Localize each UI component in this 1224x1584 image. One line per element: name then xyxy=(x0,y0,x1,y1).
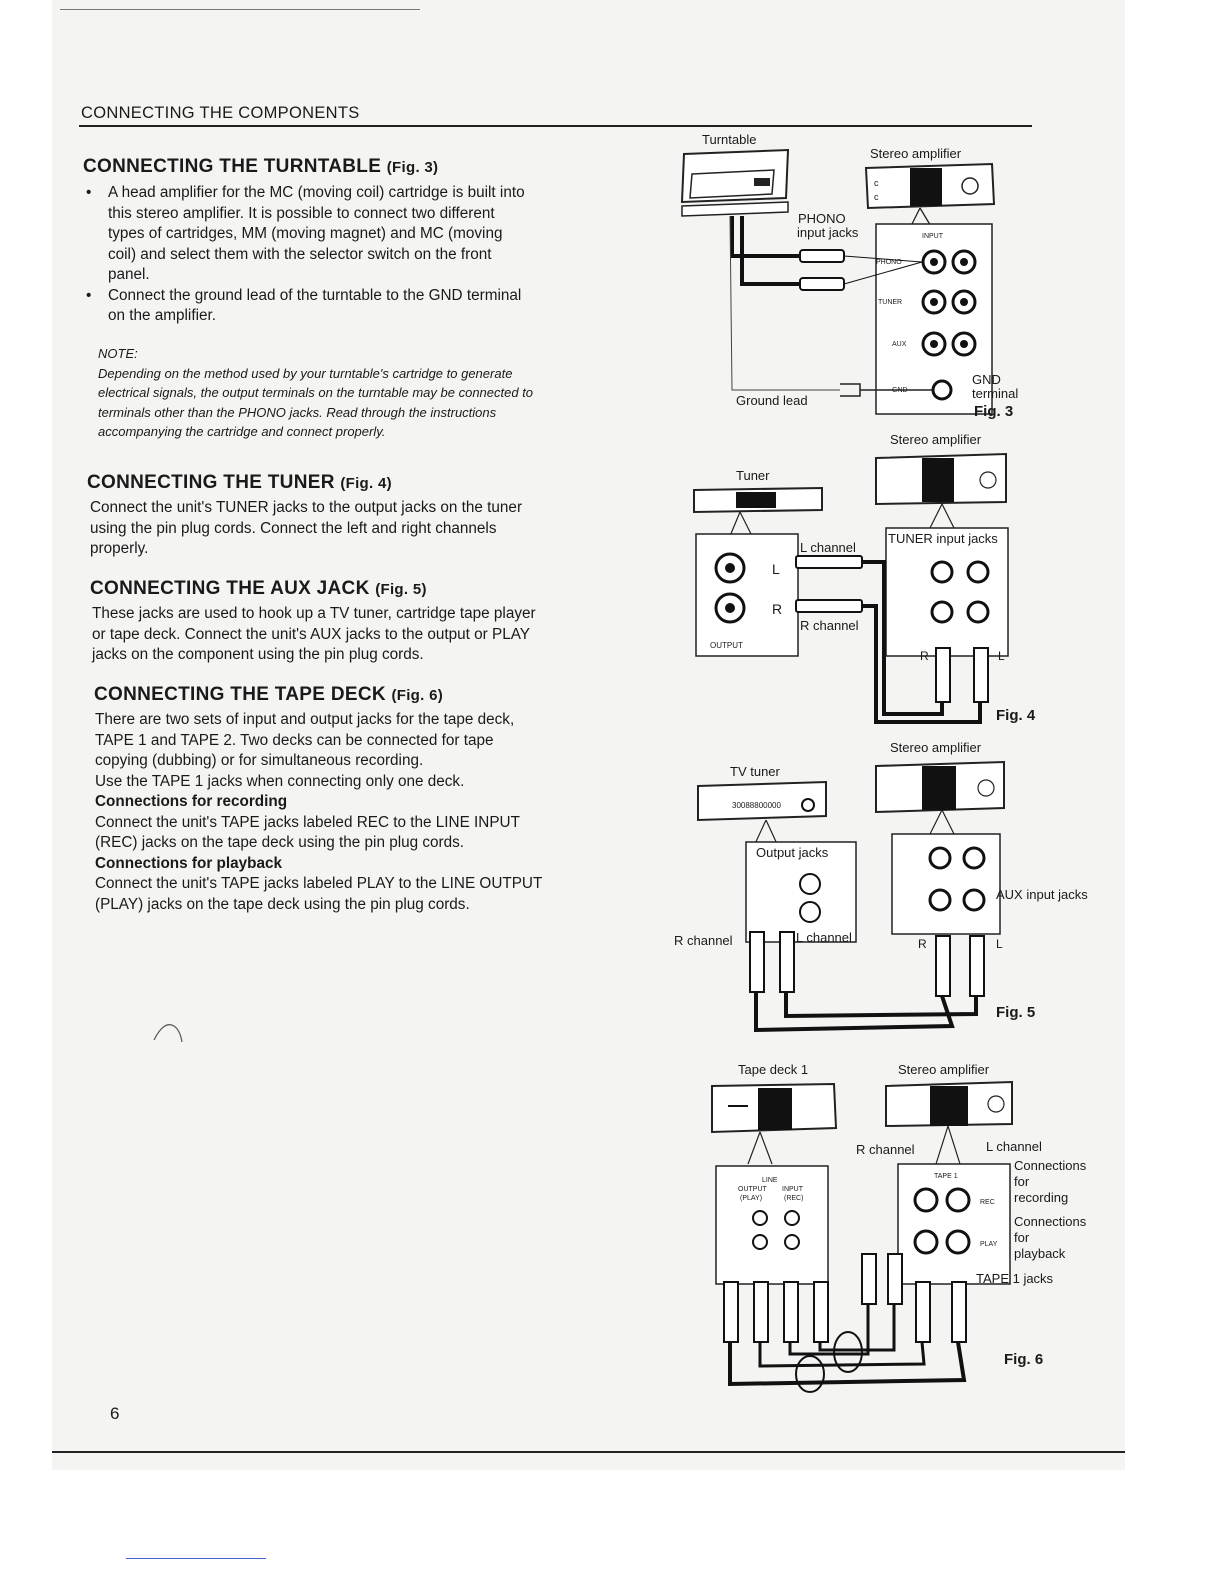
fig3-phono-label-1: PHONO xyxy=(798,211,846,226)
turntable-title: CONNECTING THE TURNTABLE xyxy=(83,156,382,177)
fig6-conn-play-1: Connections xyxy=(1014,1214,1087,1229)
fig4-tuner-label: Tuner xyxy=(736,468,770,483)
aux-input-panel xyxy=(892,810,1000,934)
tv-tuner-icon xyxy=(698,782,826,820)
tv-output-panel xyxy=(746,842,856,942)
tape-text xyxy=(95,710,550,915)
playback-subheading: Connections for playback xyxy=(95,854,282,872)
amplifier-icon xyxy=(886,1082,1012,1126)
tape-deck-icon xyxy=(712,1084,836,1132)
bottom-edge-line xyxy=(52,1451,1125,1453)
fig3-gnd-label-1: GND xyxy=(972,372,1001,387)
fig3-gnd-label-2: terminal xyxy=(972,386,1019,401)
fig6-input-tag: INPUT xyxy=(782,1186,803,1193)
fig6-line-tag: LINE xyxy=(762,1177,778,1184)
tuner-title: CONNECTING THE TUNER xyxy=(87,472,335,493)
fig4-left-tag: L xyxy=(772,561,780,577)
amplifier-icon xyxy=(876,454,1006,504)
figure-6-tape-deck-diagram xyxy=(700,1054,1110,1394)
tape-paragraph-2: Use the TAPE 1 jacks when connecting only one deck. xyxy=(95,772,465,790)
figure-4-tuner-diagram xyxy=(680,428,1060,728)
fig4-l-tag: L xyxy=(998,649,1005,663)
fig3-caption: Fig. 3 xyxy=(974,403,1014,420)
fig5-tv-label: TV tuner xyxy=(730,764,780,779)
turntable-bullets xyxy=(82,183,534,327)
fig6-tape1-jacks-label: TAPE 1 jacks xyxy=(976,1271,1054,1286)
page-header: CONNECTING THE COMPONENTS xyxy=(81,104,360,122)
fig6-r-channel-label: R channel xyxy=(856,1142,915,1157)
fig6-conn-rec-3: recording xyxy=(1014,1190,1069,1205)
playback-text: Connect the unit's TAPE jacks labeled PLAY to the LINE OUTPUT (PLAY) jacks on the tape deck using the pin plug cords. xyxy=(95,875,543,913)
tv-tuner-display: 30088800000 xyxy=(732,801,781,810)
fig3-input-tag: INPUT xyxy=(922,233,943,240)
fig5-amp-label: Stereo amplifier xyxy=(890,740,982,755)
aux-fig-ref: (Fig. 5) xyxy=(375,581,427,598)
fig6-conn-play-2: for xyxy=(1014,1230,1030,1245)
amp-tape-panel xyxy=(898,1164,1010,1284)
figure-5-aux-diagram xyxy=(670,736,1110,1036)
figure-3-turntable-diagram xyxy=(670,128,1050,428)
turntable-note xyxy=(98,344,536,442)
aux-heading xyxy=(90,578,427,600)
recording-text: Connect the unit's TAPE jacks labeled REC to the LINE INPUT (REC) jacks on the tape deck using the pin plug cords. xyxy=(95,813,520,851)
page-number: 6 xyxy=(110,1404,120,1423)
tape-title: CONNECTING THE TAPE DECK xyxy=(94,684,386,705)
fig6-l-channel-label: L channel xyxy=(986,1139,1042,1154)
fig3-tuner-tag: TUNER xyxy=(878,299,903,306)
fig5-r-tag: R xyxy=(918,937,927,951)
footer-link-underline xyxy=(126,1558,266,1559)
tuner-icon xyxy=(694,488,822,512)
fig3-turntable-label: Turntable xyxy=(702,132,757,147)
svg-text:c: c xyxy=(874,178,879,188)
tape-fig-ref: (Fig. 6) xyxy=(391,687,444,704)
tape-paragraph-1: There are two sets of input and output jacks for the tape deck, TAPE 1 and TAPE 2. Two decks can be connected for tape copying (dubbing) or for simultaneous recording. xyxy=(95,711,515,769)
turntable-heading xyxy=(83,156,438,178)
fig6-output-tag: OUTPUT xyxy=(738,1186,767,1193)
fig6-amp-label: Stereo amplifier xyxy=(898,1062,990,1077)
note-label: NOTE: xyxy=(98,346,138,361)
deck-line-panel xyxy=(716,1166,828,1284)
tuner-heading xyxy=(87,472,392,494)
fig3-amp-label: Stereo amplifier xyxy=(870,146,962,161)
turntable-icon xyxy=(682,150,788,216)
note-text: Depending on the method used by your turntable's cartridge to generate electrical signals, the output terminals on the turntable may be connected to terminals other than the PHONO jacks. Read through the instructions accompanying the cartridge and connect properly. xyxy=(98,365,534,439)
fig3-ground-lead-label: Ground lead xyxy=(736,393,808,408)
aux-title: CONNECTING THE AUX JACK xyxy=(90,578,370,599)
amplifier-icon xyxy=(876,762,1004,812)
fig4-r-channel-label: R channel xyxy=(800,618,859,633)
list-item: • Connect the ground lead of the turntable to the GND terminal on the amplifier. xyxy=(82,286,534,327)
fig6-rec-jack-tag: REC xyxy=(980,1199,995,1206)
fig4-right-tag: R xyxy=(772,601,783,617)
fig4-amp-label: Stereo amplifier xyxy=(890,432,982,447)
fig6-conn-rec-1: Connections xyxy=(1014,1158,1087,1173)
fig3-aux-tag: AUX xyxy=(892,341,907,348)
tuner-input-panel xyxy=(886,504,1008,656)
aux-text: These jacks are used to hook up a TV tuner, cartridge tape player or tape deck. Connect the unit's AUX jacks to the output or PLAY jacks on the component using the pin plug cords. xyxy=(92,605,536,663)
fig4-output-tag: OUTPUT xyxy=(710,641,743,650)
fig6-tape1-tag: TAPE 1 xyxy=(934,1173,958,1180)
tape-heading xyxy=(94,684,443,706)
fig5-r-channel-label: R channel xyxy=(674,933,733,948)
fig3-phono-label-2: input jacks xyxy=(797,225,859,240)
fig6-conn-play-3: playback xyxy=(1014,1246,1066,1261)
tuner-output-panel xyxy=(696,534,798,656)
fig6-rec-tag: (REC) xyxy=(784,1195,804,1202)
fig3-gnd-tag: GND xyxy=(892,387,908,394)
stray-pen-mark xyxy=(150,1018,190,1044)
fig5-aux-label: AUX input jacks xyxy=(996,887,1088,902)
amplifier-icon xyxy=(866,164,994,208)
fig4-l-channel-label: L channel xyxy=(800,540,856,555)
list-item: • A head amplifier for the MC (moving coil) cartridge is built into this stereo amplifier. It is possible to connect two different types of cartridges, MM (moving magnet) and MC (moving coil) and select them with the selector switch on the front panel. xyxy=(82,183,534,286)
fig6-play-tag: (PLAY) xyxy=(740,1195,763,1202)
turntable-fig-ref: (Fig. 3) xyxy=(386,159,439,176)
top-edge-line xyxy=(60,9,420,10)
fig6-caption: Fig. 6 xyxy=(1004,1351,1044,1368)
svg-text:c: c xyxy=(874,192,879,202)
header-rule xyxy=(79,125,1032,127)
fig5-l-tag: L xyxy=(996,937,1003,951)
fig6-play-jack-tag: PLAY xyxy=(980,1241,998,1248)
fig6-conn-rec-2: for xyxy=(1014,1174,1030,1189)
recording-subheading: Connections for recording xyxy=(95,793,288,810)
fig6-deck-label: Tape deck 1 xyxy=(738,1062,809,1077)
fig4-r-tag: R xyxy=(920,649,929,663)
fig3-phono-tag: PHONO xyxy=(876,259,902,266)
tuner-text: Connect the unit's TUNER jacks to the output jacks on the tuner using the pin plug cords. Connect the left and right channels properly. xyxy=(90,499,523,557)
fig5-caption: Fig. 5 xyxy=(996,1004,1036,1021)
fig5-output-label: Output jacks xyxy=(756,845,829,860)
tuner-fig-ref: (Fig. 4) xyxy=(340,475,392,492)
fig4-caption: Fig. 4 xyxy=(996,707,1036,724)
fig4-input-label: TUNER input jacks xyxy=(888,531,998,546)
fig5-l-channel-label: L channel xyxy=(796,930,852,945)
